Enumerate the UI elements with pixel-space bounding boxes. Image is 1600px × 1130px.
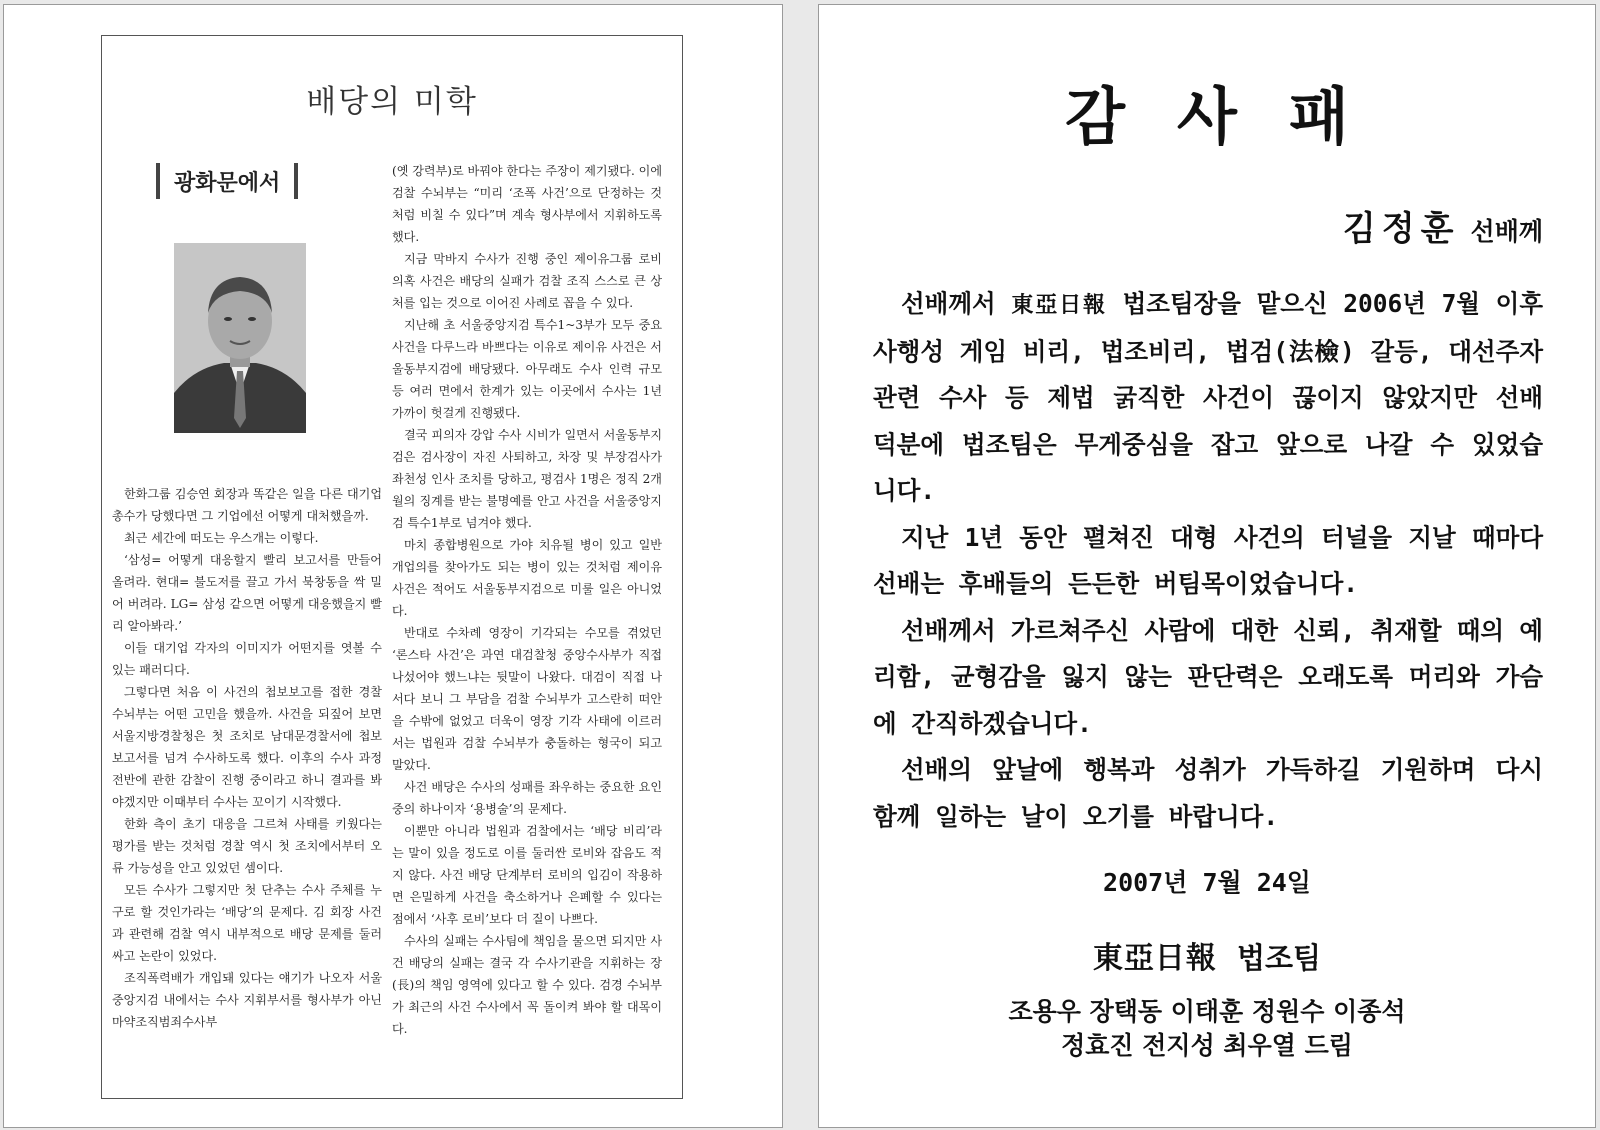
plaque-text: 선배께서 — [901, 289, 1012, 318]
plaque-paragraph: 선배의 앞날에 행복과 성취가 가득하길 기원하며 다시 함께 일하는 날이 오기를 바랍니다. — [873, 755, 1543, 831]
section-label-text: 광화문에서 — [174, 170, 281, 196]
author-portrait-image — [174, 243, 306, 433]
recipient-name: 김정훈 — [1342, 209, 1460, 249]
plaque-paragraph — [873, 281, 1543, 515]
author-photo — [174, 243, 306, 433]
column-paragraph: 모든 수사가 그렇지만 첫 단추는 수사 주체를 누구로 할 것인가라는 ‘배당’의 문제다. 김 회장 사건과 관련해 검찰 역시 내부적으로 배당 문제를 둘러싸고 논란이 있었다. — [112, 883, 382, 963]
recipient-honorific: 선배께 — [1470, 217, 1543, 246]
column-frame — [101, 35, 683, 1099]
appreciation-plaque — [818, 4, 1596, 1128]
label-bar-right — [294, 163, 298, 199]
column-paragraph: ‘삼성= 어떻게 대응할지 빨리 보고서를 만들어 올려라. 현대= 불도저를 끌고 가서 북창동을 싹 밀어 버려라. LG= 삼성 같으면 어떻게 대응했을지 빨리 알아봐라.’ — [112, 553, 382, 633]
plaque-title: 감사패 — [1065, 80, 1401, 153]
members-line: 정효진 전지성 최우열 드림 — [1061, 1031, 1353, 1060]
column-paragraph: 반대로 수차례 영장이 기각되는 수모를 겪었던 ‘론스타 사건’은 과연 대검찰청 중앙수사부가 직접 나섰어야 했느냐는 뒷말이 나왔다. 대검이 직접 나서다 보니 그 부담을 검찰 수뇌부가 고스란히 떠안을 수밖에 없었고 더욱이 영장 기각 사태에 이르러서는 법원과 검찰 수뇌부가 충돌하는 형국이 되고 말았다. — [392, 626, 662, 772]
column-title: 배당의 미학 — [306, 84, 478, 120]
column-paragraph: 마치 종합병원으로 가야 치유될 병이 있고 일반 개업의를 찾아가도 되는 병이 있는 것처럼 제이유 사건은 적어도 서울동부지검으로 미룰 일은 아니었다. — [392, 538, 662, 618]
members-line: 조용우 장택동 이태훈 정원수 이종석 — [1008, 997, 1406, 1026]
team-name: 법조팀 — [1237, 941, 1322, 975]
paper-logo: 東亞日報 — [1092, 941, 1217, 976]
plaque-members — [819, 995, 1595, 1063]
section-label — [156, 162, 298, 200]
plaque-text: 법조팀장을 맡으신 2006년 7월 이후 사행성 게임 비리, 법조비리, 법검(法檢) 갈등, 대선주자 관련 수사 등 제법 굵직한 사건이 끊이지 않았지만 선배 덕분에 법조팀은 무게중심을 잡고 앞으로 나갈 수 있었습니다. — [873, 289, 1543, 505]
plaque-date: 2007년 7월 24일 — [1103, 868, 1311, 897]
column-text-right — [392, 160, 662, 1040]
column-paragraph: 지금 막바지 수사가 진행 중인 제이유그룹 로비 의혹 사건은 배당의 실패가 검찰 조직 스스로 큰 상처를 입는 것으로 이어진 사례로 꼽을 수 있다. — [392, 252, 662, 310]
column-paragraph-continued: (옛 강력부)로 바꿔야 한다는 주장이 제기됐다. 이에 검찰 수뇌부는 “미리 ‘조폭 사건’으로 단정하는 것처럼 비칠 수 있다”며 계속 형사부에서 지휘하도록 했다. — [392, 164, 662, 244]
column-text-left — [112, 483, 382, 1033]
plaque-body — [873, 281, 1543, 840]
plaque-paragraph: 지난 1년 동안 펼쳐진 대형 사건의 터널을 지날 때마다 선배는 후배들의 든든한 버팀목이었습니다. — [873, 522, 1543, 598]
column-paragraph: 지난해 초 서울중앙지검 특수1~3부가 모두 중요 사건을 다루느라 바쁘다는 이유로 제이유 사건은 서울동부지검에 배당됐다. 아무래도 수사 인력 규모 등 여러 면에서 한계가 있는 이곳에서 수사는 1년 가까이 헛걸게 진행됐다. — [392, 318, 662, 420]
column-paragraph: 한화그룹 김승연 회장과 똑같은 일을 다른 대기업 총수가 당했다면 그 기업에선 어떻게 대처했을까. — [112, 487, 382, 523]
column-paragraph: 그렇다면 처음 이 사건의 첩보보고를 접한 경찰 수뇌부는 어떤 고민을 했을까. 사건을 되짚어 보면 서울지방경찰청은 첫 조치로 남대문경찰서에 첩보보고서를 넘겨 수사하도록 했다. 이후의 수사 과정 전반에 관한 감찰이 진행 중이라고 하니 결과를 봐야겠지만 이때부터 수사는 꼬이기 시작했다. — [112, 685, 382, 809]
column-paragraph: 결국 피의자 강압 수사 시비가 일면서 서울동부지검은 검사장이 자진 사퇴하고, 차장 및 부장검사가 좌천성 인사 조치를 당하고, 평검사 1명은 정직 2개월의 징계를 받는 불명예를 안고 사건을 서울중앙지검 특수1부로 넘겨야 했다. — [392, 428, 662, 530]
column-paragraph: 사건 배당은 수사의 성패를 좌우하는 중요한 요인 중의 하나이자 ‘용병술’의 문제다. — [392, 780, 662, 816]
newspaper-page — [3, 4, 783, 1128]
column-paragraph: 최근 세간에 떠도는 우스개는 이렇다. — [124, 531, 319, 545]
plaque-organization — [819, 933, 1595, 977]
column-paragraph: 조직폭력배가 개입돼 있다는 얘기가 나오자 서울중앙지검 내에서는 수사 지휘부서를 형사부가 아닌 마약조직범죄수사부 — [112, 971, 382, 1029]
paper-logo: 東亞日報 — [1011, 292, 1107, 318]
column-paragraph: 이뿐만 아니라 법원과 검찰에서는 ‘배당 비리’라는 말이 있을 정도로 이를 둘러싼 로비와 잡음도 적지 않다. 사건 배당 단계부터 로비의 입김이 작용하면 은밀하게 사건을 축소하거나 은폐할 수 있다는 점에서 ‘사후 로비’보다 더 질이 나쁘다. — [392, 824, 662, 926]
plaque-paragraph: 선배께서 가르쳐주신 사람에 대한 신뢰, 취재할 때의 예리함, 균형감을 잃지 않는 판단력은 오래도록 머리와 가슴에 간직하겠습니다. — [873, 615, 1543, 738]
column-paragraph: 수사의 실패는 수사팀에 책임을 물으면 되지만 사건 배당의 실패는 결국 각 수사기관을 지휘하는 장(長)의 책임 영역에 있다고 할 수 있다. 검경 수뇌부가 최근의 사건 수사에서 꼭 돌이켜 봐야 할 대목이다. — [392, 934, 662, 1036]
column-paragraph: 한화 측이 초기 대응을 그르쳐 사태를 키웠다는 평가를 받는 것처럼 경찰 역시 첫 조치에서부터 오류 가능성을 안고 있었던 셈이다. — [112, 817, 382, 875]
recipient — [1343, 201, 1543, 250]
column-paragraph: 이들 대기업 각자의 이미지가 어떤지를 엿볼 수 있는 패러디다. — [112, 641, 382, 677]
